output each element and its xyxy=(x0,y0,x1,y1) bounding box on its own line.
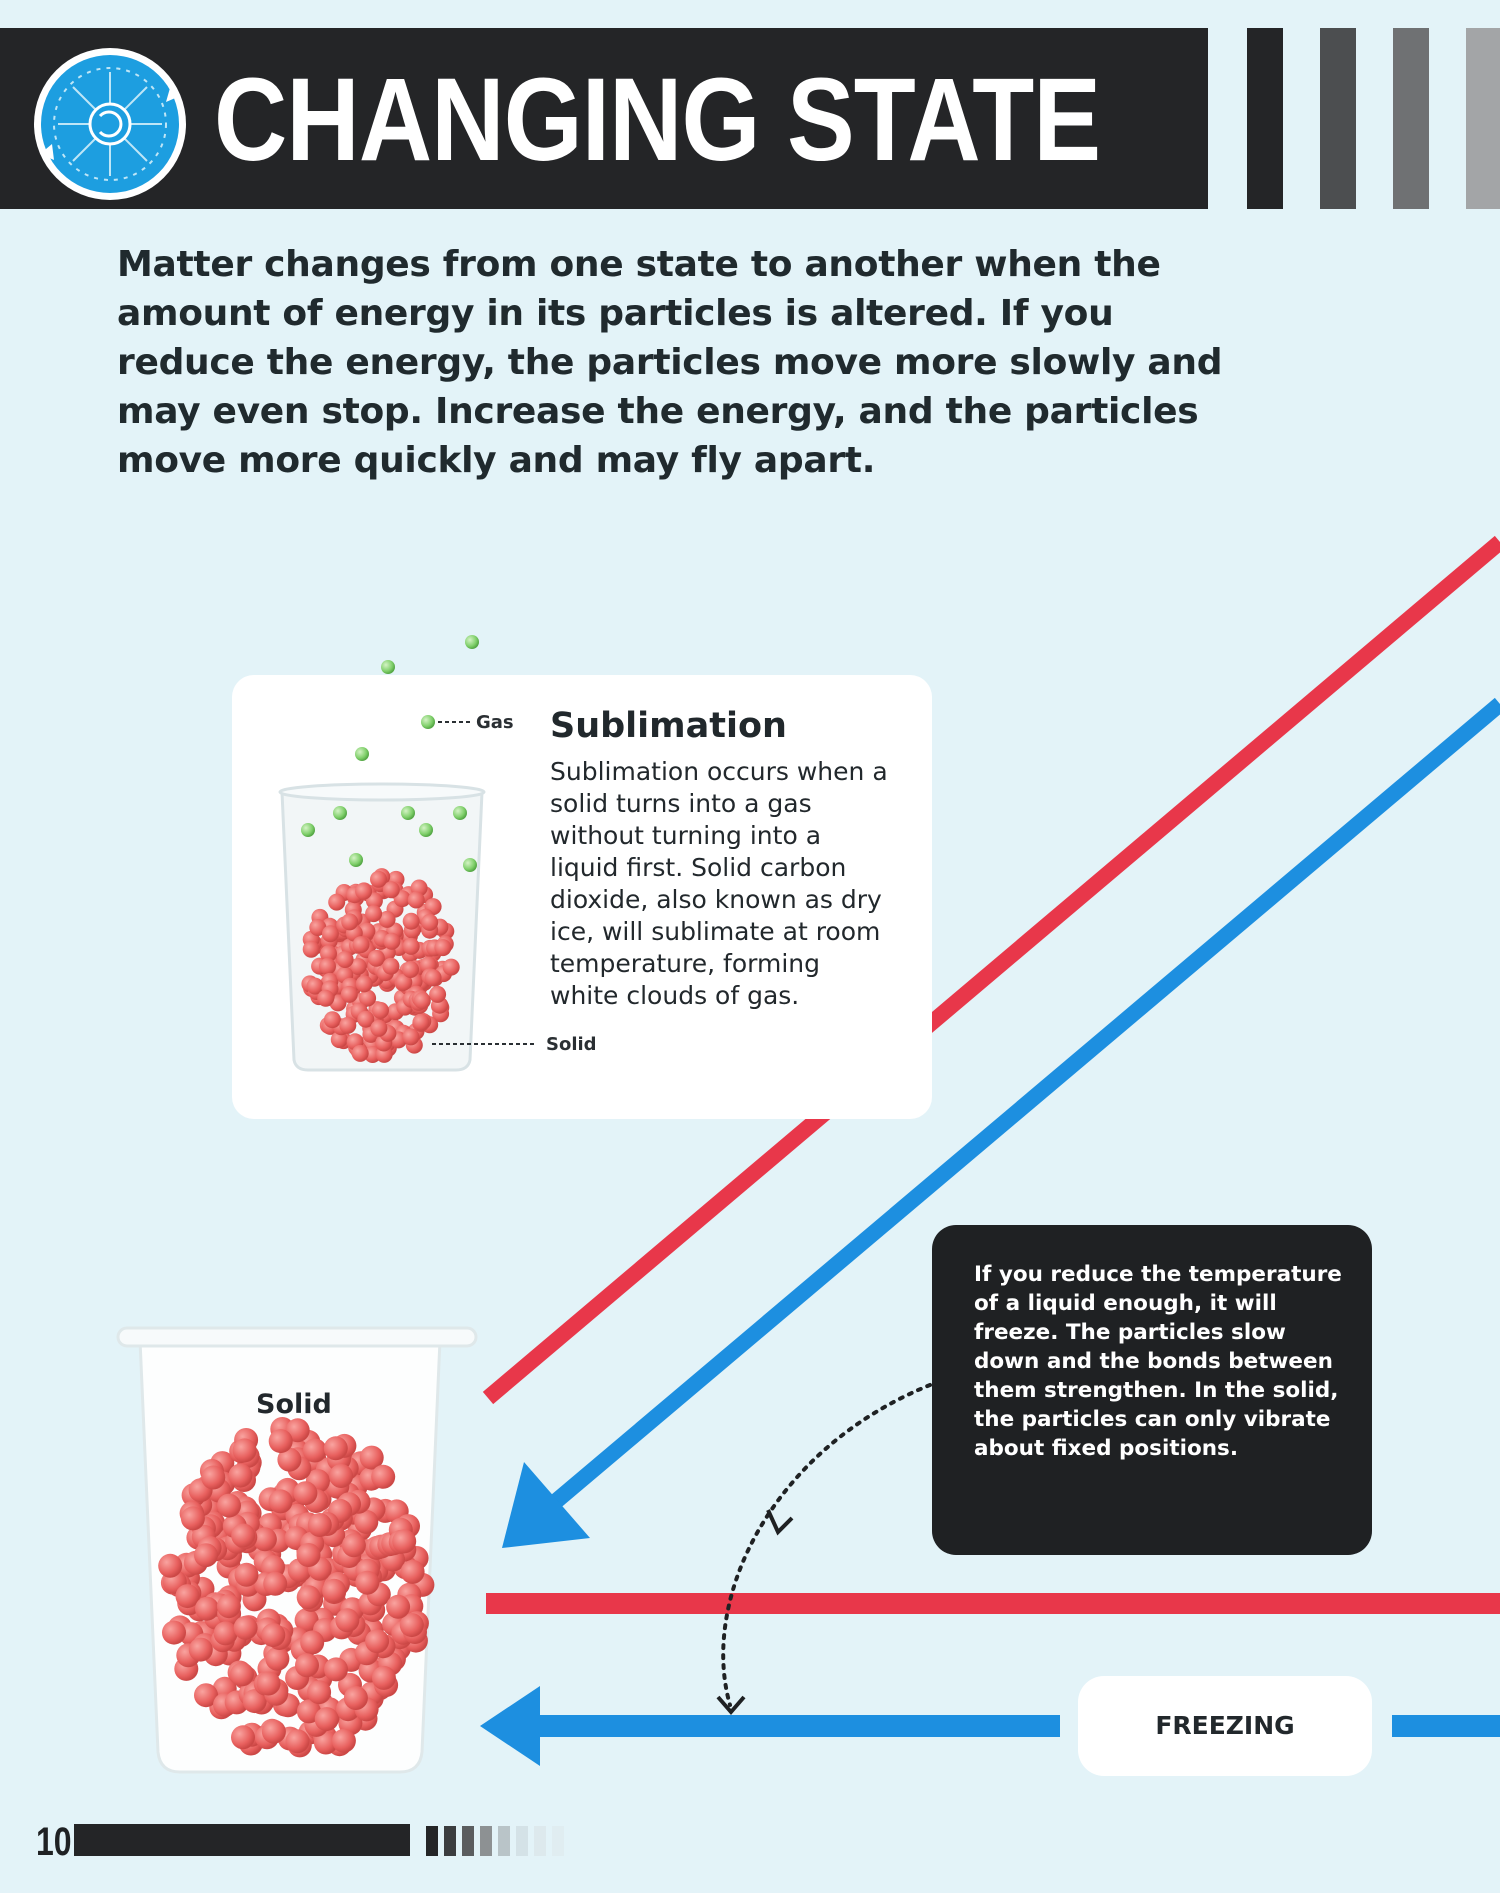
particle xyxy=(429,986,446,1003)
particle xyxy=(231,1725,255,1749)
particle xyxy=(269,1429,293,1453)
particle xyxy=(181,1506,205,1530)
particle xyxy=(365,1629,389,1653)
particle xyxy=(365,905,382,922)
particle xyxy=(262,1720,286,1744)
particle xyxy=(383,933,400,950)
particle xyxy=(194,1543,218,1567)
freezing-label: FREEZING xyxy=(1155,1711,1295,1740)
particle xyxy=(339,1017,356,1034)
particle xyxy=(158,1554,182,1578)
particle xyxy=(322,1579,346,1603)
particle xyxy=(413,1014,430,1031)
particle xyxy=(300,1631,324,1655)
sublimation-beaker-illustration xyxy=(232,620,552,1120)
particle xyxy=(329,1464,353,1488)
particle xyxy=(201,1466,225,1490)
particle xyxy=(403,913,420,930)
particle xyxy=(434,939,451,956)
particle xyxy=(235,1563,259,1587)
particle xyxy=(269,1489,293,1513)
particle xyxy=(233,1438,257,1462)
particle xyxy=(372,1666,396,1690)
particle xyxy=(303,1439,327,1463)
solid-label-small: Solid xyxy=(546,1034,597,1055)
particle xyxy=(317,990,334,1007)
particle xyxy=(368,950,385,967)
particle xyxy=(295,1653,319,1677)
particle xyxy=(401,1560,425,1584)
particle xyxy=(261,1623,285,1647)
particle xyxy=(403,938,420,955)
particle xyxy=(353,936,370,953)
particle xyxy=(414,992,431,1009)
particle xyxy=(425,969,442,986)
intro-paragraph: Matter changes from one state to another when the amount of energy in its particles is altered. If you reduce the energy, the particles move more slowly and may even stop. Increase the energy, and the particles move more quickly and may fly apart. xyxy=(117,244,1223,481)
particle xyxy=(231,1524,255,1548)
particle xyxy=(195,1597,219,1621)
page-title: CHANGING STATE xyxy=(214,54,1101,186)
particle xyxy=(408,892,425,909)
particle xyxy=(332,1729,356,1753)
particle xyxy=(230,1662,254,1686)
particle xyxy=(324,1657,348,1681)
sublimation-title: Sublimation xyxy=(550,706,787,746)
particle xyxy=(355,883,372,900)
particle xyxy=(355,1571,379,1595)
particle xyxy=(392,1529,416,1553)
sublimation-body: Sublimation occurs when a solid turns into a gas without turning into a liquid first. Solid carbon dioxide, also known as dry ice, will sublimate at room temperature, forming white clouds of gas. xyxy=(550,757,888,1010)
particle xyxy=(319,958,336,975)
particle xyxy=(421,914,438,931)
particle xyxy=(229,1464,253,1488)
particle xyxy=(265,1647,289,1671)
particle xyxy=(324,1011,341,1028)
particle xyxy=(324,1436,348,1460)
particle xyxy=(335,1608,359,1632)
particle xyxy=(356,975,373,992)
dotted-pointer xyxy=(723,1385,930,1705)
particle xyxy=(315,1707,339,1731)
particle xyxy=(337,951,354,968)
particle xyxy=(443,959,460,976)
particle xyxy=(370,871,387,888)
particle xyxy=(344,1686,368,1710)
particle xyxy=(293,1481,317,1505)
particle xyxy=(286,1729,310,1753)
particle xyxy=(257,1672,281,1696)
particle xyxy=(328,894,345,911)
heating-horizontal-line xyxy=(486,1593,1500,1614)
particle xyxy=(308,1513,332,1537)
footer-bar xyxy=(74,1824,410,1856)
particle xyxy=(402,961,419,978)
particle xyxy=(189,1638,213,1662)
freeze-note-text: If you reduce the temperature of a liquid enough, it will freeze. The particles slow down and the bonds between them strengthen. In the solid, the particles can only vibrate about fixed positions. xyxy=(974,1262,1342,1461)
particle xyxy=(217,1594,241,1618)
particle xyxy=(162,1621,186,1645)
particle xyxy=(234,1616,258,1640)
particle xyxy=(341,986,358,1003)
gas-label: Gas xyxy=(476,712,514,733)
particle xyxy=(263,1572,287,1596)
particle xyxy=(402,1028,419,1045)
particle xyxy=(297,1543,321,1567)
beaker-label: Solid xyxy=(256,1389,332,1420)
particle xyxy=(383,958,400,975)
particle xyxy=(322,925,339,942)
particle xyxy=(342,1533,366,1557)
particle xyxy=(372,1002,389,1019)
particle xyxy=(341,913,358,930)
particle xyxy=(303,941,320,958)
particle xyxy=(307,1680,331,1704)
particle xyxy=(217,1494,241,1518)
particle xyxy=(386,1595,410,1619)
particle xyxy=(371,1465,395,1489)
page-number: 10 xyxy=(36,1820,72,1864)
particle xyxy=(352,1045,369,1062)
particle xyxy=(370,1020,387,1037)
particle xyxy=(297,1585,321,1609)
